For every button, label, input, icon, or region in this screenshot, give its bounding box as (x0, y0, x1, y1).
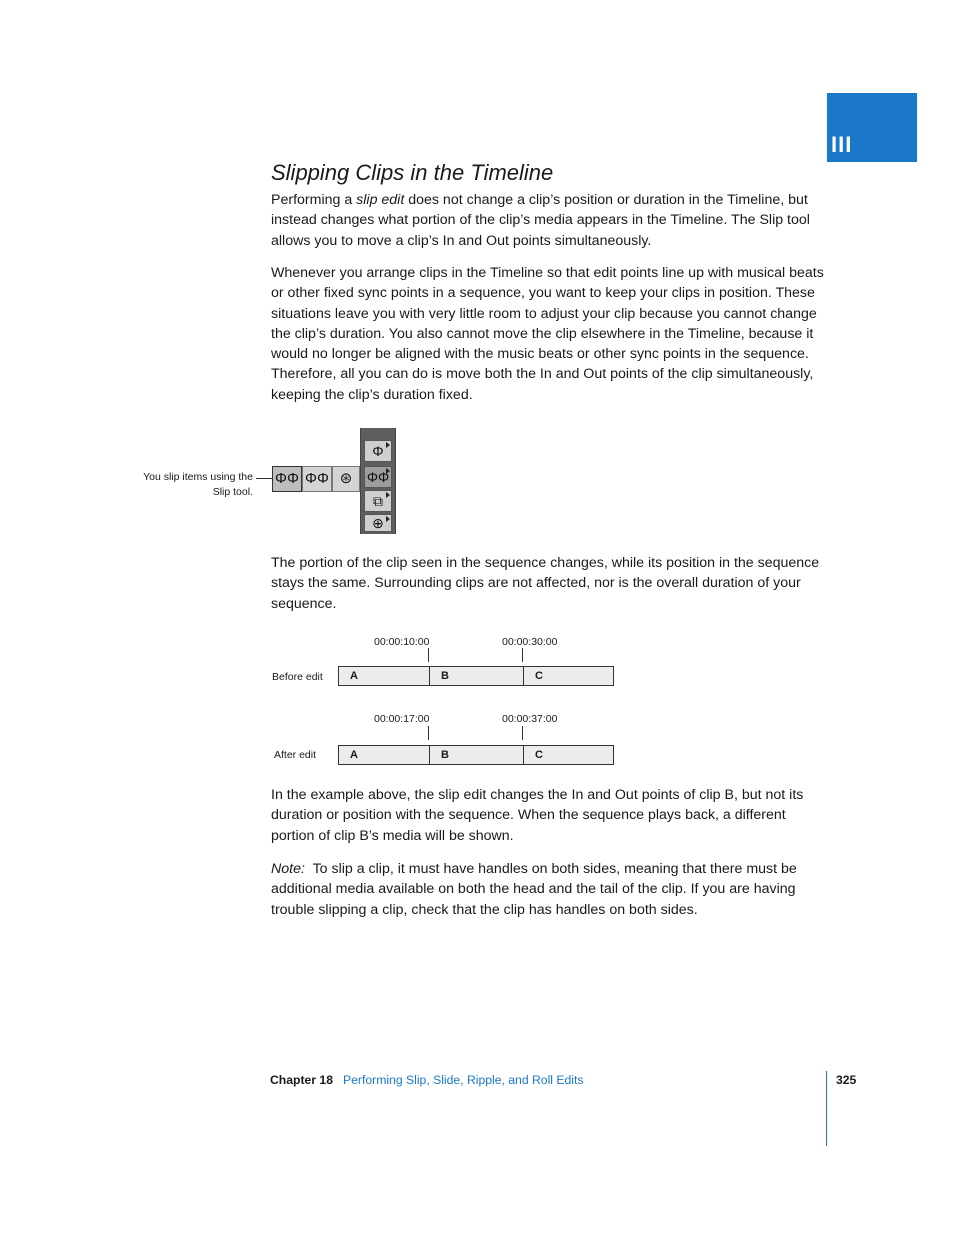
zoom-tool-icon: ⊕ (364, 514, 392, 532)
submenu-arrow-icon (386, 468, 390, 474)
slip-tool-selected-icon: ΦΦ (364, 466, 392, 488)
section-tab (827, 93, 917, 162)
before-edit-label: Before edit (272, 671, 323, 683)
tool-palette-column (360, 428, 396, 534)
submenu-arrow-icon (386, 492, 390, 498)
page-number: 325 (836, 1073, 857, 1087)
slip-edit-term: slip edit (356, 192, 405, 208)
before-edit-timeline (338, 666, 614, 686)
sync-points-paragraph: Whenever you arrange clips in the Timeline so that edit points line up with musical beats or other fixed sync points in a sequence, you want to keep your clips in position. These situations leave you with very little room to adjust your clip because you cannot change the clip’s duration. You also cannot move the clip elsewhere in the Timeline, because it would no longer be aligned with the music beats or other sync points in the sequence. Therefore, all you can do is move both the In and Out points of the clip simultaneously, keeping the clip’s duration fixed. (271, 265, 824, 403)
tool-palette-illustration (272, 428, 396, 534)
example-paragraph: In the example above, the slip edit changes the In and Out points of clip B, but not its duration or position with the sequence. When the sequence plays back, a different portion of clip B’s media will be shown. (271, 787, 804, 844)
clip-b: B (429, 746, 523, 764)
intro-text-start: Performing a (271, 192, 357, 208)
intro-paragraph (271, 190, 827, 251)
roll-tool-icon: Φ (364, 440, 392, 462)
note-label: Note: (271, 861, 305, 877)
slide-tool-icon: ΦΦ (302, 466, 332, 492)
slip-tool-icon: ΦΦ (272, 466, 302, 492)
before-in-timecode: 00:00:10:00 (374, 636, 430, 648)
slip-tool-callout: You slip items using the Slip tool. (143, 471, 253, 498)
submenu-arrow-icon (386, 516, 390, 522)
sequence-changes-paragraph: The portion of the clip seen in the sequence changes, while its position in the sequence stays the same. Surrounding clips are not affected, nor is the overall duration of your sequence. (271, 555, 820, 612)
clip-b: B (429, 667, 523, 685)
before-out-tick (522, 648, 523, 662)
footer-chapter-title: Performing Slip, Slide, Ripple, and Roll Edits (343, 1073, 584, 1087)
before-in-tick (428, 648, 429, 662)
note-text: To slip a clip, it must have handles on both sides, meaning that there must be additional media available on both the head and the tail of the clip. If you are having trouble slipping a clip, check that the clip has handles on both sides. (271, 861, 797, 918)
footer-divider (826, 1071, 827, 1146)
after-out-tick (522, 726, 523, 740)
after-edit-label: After edit (274, 749, 317, 761)
clip-c: C (523, 667, 613, 685)
razor-tool-icon: ⧉ (364, 490, 392, 512)
clip-a: A (350, 670, 358, 682)
section-tab-label: III (831, 132, 853, 157)
submenu-arrow-icon (386, 442, 390, 448)
footer-chapter: Chapter 18 (270, 1073, 333, 1087)
after-out-timecode: 00:00:37:00 (502, 713, 558, 725)
before-out-timecode: 00:00:30:00 (502, 636, 558, 648)
clip-a: A (350, 749, 358, 761)
time-remap-tool-icon: ⊛ (332, 466, 360, 492)
after-in-timecode: 00:00:17:00 (374, 713, 430, 725)
intro-text-rest: does not change a clip’s position or duration in the Timeline, but instead changes what portion of the clip’s media appears in the Timeline. The Slip tool allows you to move a clip’s In and Out points simultaneously. (271, 192, 810, 249)
note-paragraph (271, 859, 827, 920)
callout-leader-line (256, 478, 272, 479)
after-in-tick (428, 726, 429, 740)
section-heading: Slipping Clips in the Timeline (271, 160, 554, 185)
after-edit-timeline (338, 745, 614, 765)
clip-c: C (523, 746, 613, 764)
